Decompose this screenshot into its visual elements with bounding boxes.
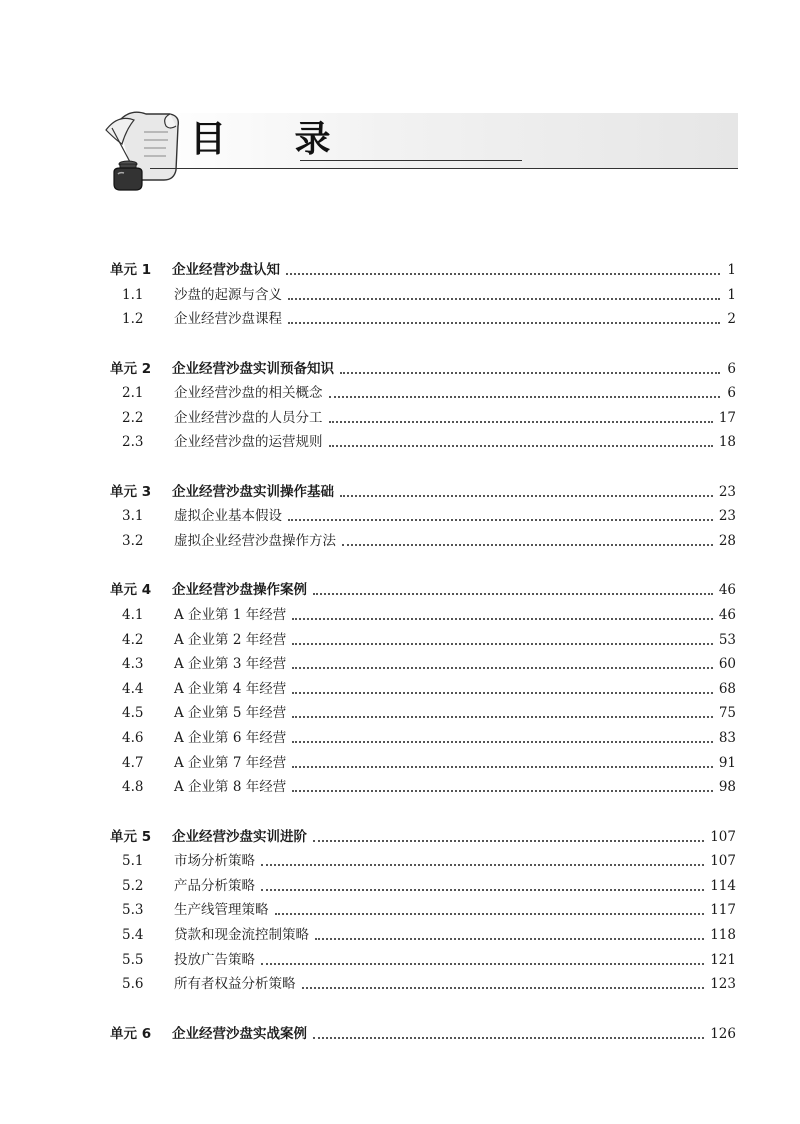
section-number: 1.2 bbox=[122, 311, 144, 328]
page-number: 46 bbox=[718, 582, 736, 599]
dot-leader bbox=[261, 889, 704, 891]
toc-unit-entry bbox=[110, 1023, 736, 1045]
unit-title: 企业经营沙盘操作案例 bbox=[172, 582, 307, 599]
toc-section-entry bbox=[110, 752, 736, 774]
page-title: 目 录 bbox=[190, 119, 359, 160]
unit-title: 企业经营沙盘认知 bbox=[172, 262, 280, 278]
dot-leader bbox=[342, 544, 713, 546]
section-title: 沙盘的起源与含义 bbox=[174, 286, 282, 303]
page-number: 117 bbox=[710, 902, 736, 919]
dot-leader bbox=[288, 519, 713, 521]
dot-leader bbox=[313, 1037, 704, 1039]
page-number: 68 bbox=[718, 680, 736, 697]
toc-unit-entry bbox=[110, 259, 736, 281]
dot-leader bbox=[292, 618, 713, 620]
page-number: 23 bbox=[718, 483, 736, 500]
dot-leader bbox=[302, 987, 705, 989]
section-number: 2.1 bbox=[122, 385, 144, 402]
section-number: 4.6 bbox=[122, 730, 144, 746]
unit-number: 单元 3 bbox=[110, 483, 152, 500]
section-title: 生产线管理策略 bbox=[174, 902, 269, 919]
unit-number: 单元 4 bbox=[110, 582, 152, 599]
toc-section-entry bbox=[110, 431, 736, 453]
dot-leader bbox=[313, 840, 704, 842]
section-title: 企业经营沙盘的人员分工 bbox=[174, 409, 323, 426]
toc-section-entry bbox=[110, 899, 736, 921]
toc-section-entry bbox=[110, 284, 736, 306]
section-title: 企业经营沙盘的相关概念 bbox=[174, 385, 323, 402]
section-title: A 企业第 8 年经营 bbox=[174, 779, 287, 796]
toc-section-entry bbox=[110, 702, 736, 724]
toc-unit-entry bbox=[110, 358, 736, 380]
page-number: 114 bbox=[710, 877, 736, 894]
toc-section-entry bbox=[110, 653, 736, 675]
toc-section-entry bbox=[110, 629, 736, 651]
unit-number: 单元 2 bbox=[110, 360, 152, 377]
unit-number: 单元 1 bbox=[110, 262, 152, 278]
dot-leader bbox=[288, 322, 720, 324]
dot-leader bbox=[329, 396, 721, 398]
dot-leader bbox=[292, 692, 713, 694]
page-number: 23 bbox=[718, 508, 736, 525]
page-number: 91 bbox=[718, 754, 736, 771]
section-title: A 企业第 6 年经营 bbox=[174, 730, 287, 746]
section-number: 1.1 bbox=[122, 286, 144, 303]
dot-leader bbox=[261, 963, 704, 965]
section-number: 3.1 bbox=[122, 508, 144, 525]
page-number: 107 bbox=[710, 828, 736, 845]
section-title: A 企业第 1 年经营 bbox=[174, 607, 287, 623]
section-number: 5.1 bbox=[122, 853, 144, 870]
toc-section-entry bbox=[110, 850, 736, 872]
dot-leader bbox=[292, 643, 713, 645]
section-title: 所有者权益分析策略 bbox=[174, 976, 296, 993]
section-number: 4.1 bbox=[122, 607, 144, 623]
section-title: 虚拟企业经营沙盘操作方法 bbox=[174, 533, 336, 549]
section-number: 5.2 bbox=[122, 877, 144, 894]
unit-number: 单元 5 bbox=[110, 828, 152, 845]
toc-section-entry bbox=[110, 407, 736, 429]
page-number: 107 bbox=[710, 853, 736, 870]
section-title: 贷款和现金流控制策略 bbox=[174, 927, 309, 943]
section-title: 产品分析策略 bbox=[174, 877, 255, 894]
toc-section-entry bbox=[110, 530, 736, 552]
toc-section-entry bbox=[110, 924, 736, 946]
toc-unit-entry bbox=[110, 579, 736, 601]
toc-section-entry bbox=[110, 949, 736, 971]
unit-title: 企业经营沙盘实训预备知识 bbox=[172, 360, 334, 377]
page-number: 6 bbox=[727, 385, 736, 402]
section-title: A 企业第 3 年经营 bbox=[174, 656, 287, 673]
page-number: 53 bbox=[718, 631, 736, 648]
section-title: A 企业第 4 年经营 bbox=[174, 680, 287, 697]
dot-leader bbox=[292, 741, 713, 743]
section-number: 2.3 bbox=[122, 434, 144, 451]
page-number: 60 bbox=[718, 656, 736, 673]
dot-leader bbox=[275, 913, 705, 915]
dot-leader bbox=[315, 938, 704, 940]
toc-section-entry bbox=[110, 382, 736, 404]
section-number: 3.2 bbox=[122, 533, 144, 549]
toc-section-entry bbox=[110, 505, 736, 527]
section-number: 5.4 bbox=[122, 927, 144, 943]
unit-title: 企业经营沙盘实训操作基础 bbox=[172, 483, 334, 500]
dot-leader bbox=[313, 593, 713, 595]
page-number: 18 bbox=[718, 434, 736, 451]
page-number: 118 bbox=[710, 927, 736, 943]
toc-section-entry bbox=[110, 678, 736, 700]
section-title: A 企业第 7 年经营 bbox=[174, 754, 287, 771]
section-number: 4.3 bbox=[122, 656, 144, 673]
toc-unit-entry bbox=[110, 826, 736, 848]
page-number: 46 bbox=[718, 607, 736, 623]
toc-unit-entry bbox=[110, 481, 736, 503]
page-number: 83 bbox=[718, 730, 736, 746]
section-title: A 企业第 5 年经营 bbox=[174, 705, 287, 722]
page-number: 6 bbox=[727, 360, 736, 377]
section-number: 5.5 bbox=[122, 951, 144, 968]
section-number: 5.3 bbox=[122, 902, 144, 919]
toc-section-entry bbox=[110, 604, 736, 626]
page-number: 17 bbox=[718, 409, 736, 426]
section-number: 4.8 bbox=[122, 779, 144, 796]
page-number: 123 bbox=[710, 976, 736, 993]
section-number: 4.7 bbox=[122, 754, 144, 771]
section-number: 5.6 bbox=[122, 976, 144, 993]
section-title: 企业经营沙盘的运营规则 bbox=[174, 434, 323, 451]
section-title: 市场分析策略 bbox=[174, 853, 255, 870]
unit-title: 企业经营沙盘实战案例 bbox=[172, 1025, 307, 1042]
page-number: 121 bbox=[710, 951, 736, 968]
toc-section-entry bbox=[110, 973, 736, 995]
section-number: 2.2 bbox=[122, 409, 144, 426]
page-number: 28 bbox=[718, 533, 736, 549]
toc-section-entry bbox=[110, 308, 736, 330]
dot-leader bbox=[292, 790, 713, 792]
page-number: 126 bbox=[710, 1025, 736, 1042]
section-number: 4.4 bbox=[122, 680, 144, 697]
dot-leader bbox=[292, 766, 713, 768]
page-number: 98 bbox=[718, 779, 736, 796]
toc-section-entry bbox=[110, 776, 736, 798]
dot-leader bbox=[292, 716, 713, 718]
page-number: 75 bbox=[718, 705, 736, 722]
dot-leader bbox=[286, 273, 720, 275]
page-number: 2 bbox=[727, 311, 736, 328]
page-number: 1 bbox=[727, 286, 736, 303]
toc-section-entry bbox=[110, 875, 736, 897]
dot-leader bbox=[340, 372, 720, 374]
section-title: 投放广告策略 bbox=[174, 951, 255, 968]
section-number: 4.2 bbox=[122, 631, 144, 648]
section-title: A 企业第 2 年经营 bbox=[174, 631, 287, 648]
dot-leader bbox=[261, 864, 704, 866]
section-title: 虚拟企业基本假设 bbox=[174, 508, 282, 525]
section-title: 企业经营沙盘课程 bbox=[174, 311, 282, 328]
dot-leader bbox=[288, 298, 720, 300]
section-number: 4.5 bbox=[122, 705, 144, 722]
dot-leader bbox=[329, 421, 713, 423]
dot-leader bbox=[329, 445, 713, 447]
dot-leader bbox=[340, 495, 713, 497]
dot-leader bbox=[292, 667, 713, 669]
unit-number: 单元 6 bbox=[110, 1025, 152, 1042]
toc-section-entry bbox=[110, 727, 736, 749]
page-number: 1 bbox=[727, 262, 736, 278]
unit-title: 企业经营沙盘实训进阶 bbox=[172, 828, 307, 845]
